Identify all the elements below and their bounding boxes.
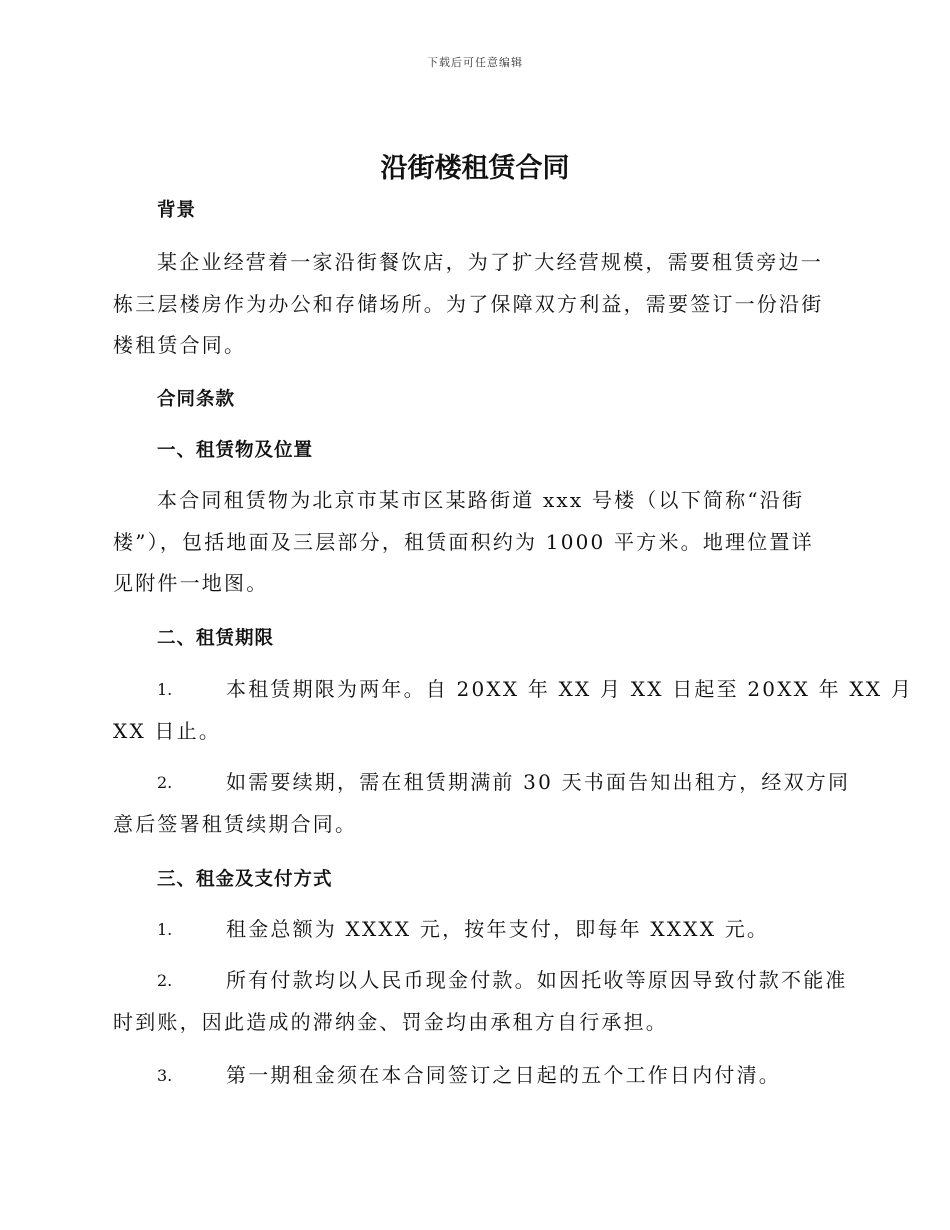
list-item-text: 第一期租金须在本合同签订之日起的五个工作日内付清。 <box>226 1063 781 1087</box>
heading-rent-payment: 三、租金及支付方式 <box>157 869 333 890</box>
list-item-number: 3. <box>157 1066 173 1085</box>
list-item <box>113 669 914 752</box>
list-item-text: 租金总额为 XXXX 元，按年支付，即每年 XXXX 元。 <box>226 917 770 941</box>
heading-lease-period: 二、租赁期限 <box>157 628 275 649</box>
page-header: 下载后可任意编辑 <box>427 56 523 69</box>
list-item-text: 如需要续期，需在租赁期满前 30 天书面告知出租方，经双方同 <box>226 770 851 794</box>
paragraph-property-line2: 楼”），包括地面及三层部分，租赁面积约为 1000 平方米。地理位置详见附件一地图。 <box>113 529 814 595</box>
list-item-continuation: 时到账，因此造成的滞纳金、罚金均由承租方自行承担。 <box>113 1009 668 1034</box>
paragraph-property <box>113 480 833 605</box>
list-item-text: 本租赁期限为两年。自 20XX 年 XX 月 XX 日起至 20XX 年 XX 月 <box>226 677 914 701</box>
paragraph-background-text: 某企业经营着一家沿街餐饮店，为了扩大经营规模，需要租赁旁边一栋三层楼房作为办公和存储场所。为了保障双方利益，需要签订一份沿街楼租赁合同。 <box>113 250 824 357</box>
paragraph-background <box>113 242 833 367</box>
list-item <box>113 762 851 845</box>
list-item-continuation: 意后签署租赁续期合同。 <box>113 811 358 836</box>
heading-property-location: 一、租赁物及位置 <box>157 440 314 461</box>
list-item-continuation: XX 日止。 <box>113 718 222 743</box>
list-item-number: 2. <box>157 971 173 990</box>
list-item <box>113 1055 833 1097</box>
list-item-number: 1. <box>157 920 173 939</box>
list-item <box>113 909 833 951</box>
heading-background: 背景 <box>157 200 197 221</box>
list-item-number: 1. <box>157 680 173 699</box>
heading-contract-terms: 合同条款 <box>157 389 236 410</box>
list-item-text: 所有付款均以人民币现金付款。如因托收等原因导致付款不能准 <box>226 968 848 992</box>
paragraph-property-line1: 本合同租赁物为北京市某市区某路街道 xxx 号楼（以下简称“沿街 <box>157 488 805 512</box>
list-item-number: 2. <box>157 773 173 792</box>
document-title: 沿街楼租赁合同 <box>380 153 570 184</box>
list-item <box>113 960 848 1043</box>
